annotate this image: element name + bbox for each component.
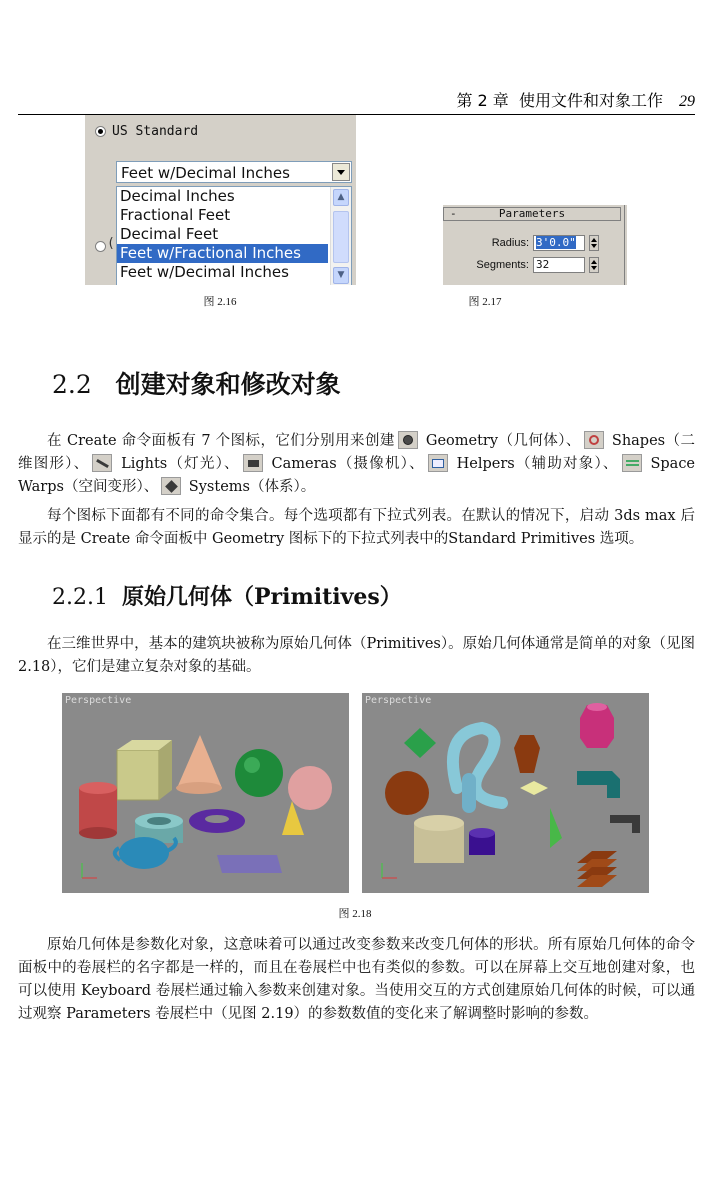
- plane-primitive: [217, 855, 282, 873]
- list-item[interactable]: Feet w/Decimal Inches: [120, 263, 289, 281]
- units-dropdown[interactable]: [116, 161, 352, 183]
- us-standard-label: US Standard: [112, 124, 199, 139]
- figure-caption-2-17: 图 2.17: [468, 296, 502, 308]
- page-number: 29: [679, 93, 695, 110]
- prism-primitive: [550, 808, 562, 848]
- subsection-title: 原始几何体（Primitives）: [121, 584, 402, 610]
- box-primitive: [117, 750, 159, 800]
- viewport-label: Perspective: [365, 695, 432, 706]
- perspective-viewport-left[interactable]: [62, 693, 349, 893]
- shapes-icon: [584, 431, 604, 449]
- sphere-highlight: [244, 757, 260, 773]
- torus-knot-primitive: [453, 728, 502, 803]
- units-dropdown-list[interactable]: [116, 186, 352, 285]
- cameras-icon: [243, 454, 263, 472]
- oiltank-primitive: [580, 705, 614, 748]
- tube-hole: [147, 817, 171, 825]
- helpers-icon: [428, 454, 448, 472]
- oiltank-top: [587, 703, 607, 711]
- radius-spinner[interactable]: [589, 235, 599, 251]
- subsection-heading: [52, 580, 402, 611]
- figure-caption-2-18: 图 2.18: [338, 908, 372, 920]
- segments-field[interactable]: 32: [533, 257, 585, 273]
- lights-icon: [92, 454, 112, 472]
- l-ext-primitive: [577, 771, 620, 798]
- list-item[interactable]: Fractional Feet: [120, 206, 231, 224]
- list-item[interactable]: Decimal Inches: [120, 187, 235, 205]
- space-warps-icon: [622, 454, 642, 472]
- torus-hole: [205, 815, 229, 823]
- us-standard-radio[interactable]: [95, 126, 106, 137]
- second-radio-label-fragment: (: [107, 236, 115, 251]
- viewport-label: Perspective: [65, 695, 132, 706]
- paragraph-parametric-objects: 原始几何体是参数化对象，这意味着可以通过改变参数来改变几何体的形状。所有原始几何体的命令面板中的卷展栏的名字都是一样的，而且在卷展栏中也有类似的参数。可以在屏幕上交互地创建对象，也可以使用 Keyboard 卷展栏通过输入参数来创建对象。当使用交互的方式创建原始几何体的时候，可以通过观察 Parameters 卷展栏中（见图 2.19）的参数数值的变化来了解调整时影响的参数。: [18, 937, 695, 1022]
- paragraph-primitives-intro: 在三维世界中，基本的建筑块被称为原始几何体（Primitives）。原始几何体通常是简单的对象（见图 2.18），它们是建立复杂对象的基础。: [18, 636, 695, 675]
- figure-caption-2-16: 图 2.16: [203, 296, 237, 308]
- c-ext-primitive: [610, 815, 640, 833]
- scroll-thumb[interactable]: [333, 211, 349, 263]
- running-header: [0, 88, 695, 111]
- primitives-scene-left: [62, 693, 349, 893]
- list-scrollbar[interactable]: [330, 187, 351, 285]
- rollout-title: Parameters: [498, 207, 566, 220]
- geometry-icon: [398, 431, 418, 449]
- rollout-edge: [624, 205, 625, 285]
- perspective-viewport-right[interactable]: [362, 693, 649, 893]
- list-item[interactable]: Decimal Feet: [120, 225, 219, 243]
- scroll-up-icon[interactable]: ▲: [333, 189, 349, 206]
- paragraph-create-panel: 在 Create 命令面板有 7 个图标，它们分别用来创建 Geometry（几何体）、 Shapes（二维图形）、 Lights（灯光）、 Cameras（摄像机）、 Helpers（辅助对象）、 Space Warps（空间变形）、 Systems（体系）。: [18, 433, 696, 495]
- chamfer-box-top: [469, 828, 495, 838]
- cylinder-top: [79, 782, 117, 794]
- cone-primitive: [177, 735, 222, 788]
- hedra-primitive: [404, 728, 436, 758]
- spindle-primitive: [520, 781, 548, 795]
- segments-label: Segments:: [476, 259, 529, 271]
- sphere-primitive: [235, 749, 283, 797]
- box-side: [159, 740, 172, 800]
- capsule-primitive: [462, 773, 476, 813]
- teapot-primitive: [119, 837, 169, 869]
- hemisphere-primitive: [385, 771, 429, 815]
- scroll-down-icon[interactable]: ▼: [333, 267, 349, 284]
- segments-spinner[interactable]: [589, 257, 599, 273]
- rollout-title-bar[interactable]: [443, 207, 621, 221]
- paragraph-command-sets: 每个图标下面都有不同的命令集合。每个选项都有下拉式列表。在默认的情况下，启动 3ds max 后显示的是 Create 命令面板中 Geometry 图标下的下拉式列表中的Standard Primitives 选项。: [18, 508, 695, 547]
- units-dropdown-value: Feet w/Decimal Inches: [121, 164, 290, 182]
- geosphere-primitive: [288, 766, 332, 810]
- chamfer-cyl-primitive: [514, 735, 540, 773]
- chevron-down-icon[interactable]: [332, 163, 350, 181]
- gengon-top: [414, 815, 464, 831]
- units-setup-panel: [85, 115, 356, 285]
- primitives-scene-right: [362, 693, 649, 893]
- radius-field[interactable]: 3'0.0": [533, 235, 585, 251]
- second-radio[interactable]: [95, 241, 106, 252]
- cylinder-primitive: [79, 788, 117, 833]
- collapse-icon[interactable]: -: [450, 207, 457, 220]
- subsection-number: 2.2.1: [52, 585, 108, 610]
- section-title: 创建对象和修改对象: [115, 370, 341, 399]
- section-number: 2.2: [52, 370, 92, 399]
- cone-base: [176, 782, 222, 794]
- section-heading: [52, 365, 341, 401]
- chapter-title: 使用文件和对象工作: [518, 91, 663, 110]
- list-item-selected[interactable]: Feet w/Fractional Inches: [117, 244, 328, 263]
- systems-icon: [161, 477, 181, 495]
- chapter-number: 第 2 章: [456, 91, 509, 110]
- cylinder-bottom: [79, 827, 117, 839]
- parameters-rollout: [441, 205, 627, 285]
- radius-label: Radius:: [491, 237, 529, 249]
